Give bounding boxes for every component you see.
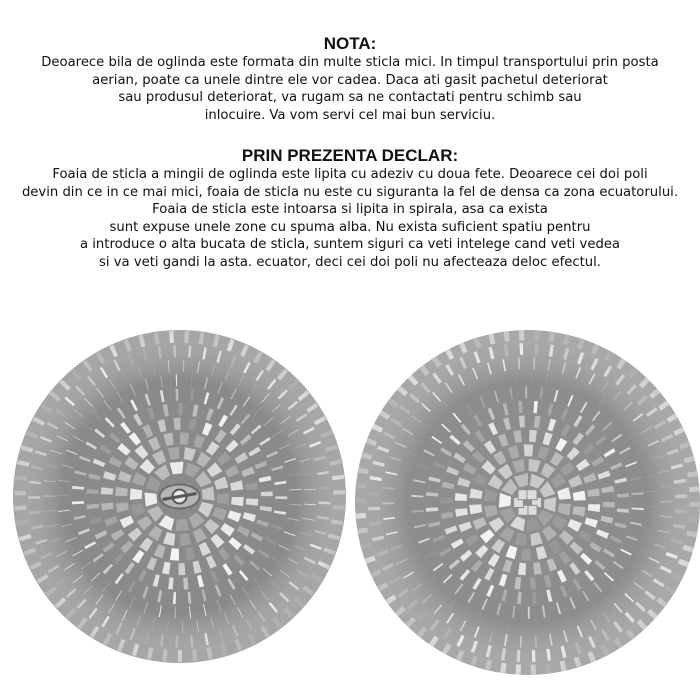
- nota-line: sau produsul deteriorat, va rugam sa ne contactati pentru schimb sau: [118, 90, 582, 106]
- declaration-line: Foaia de sticla a mingii de oglinda este lipita cu adeziv cu doua fete. Deoarece cei doi poli: [52, 167, 648, 182]
- nota-section: [0, 34, 700, 124]
- nota-line: aerian, poate ca unele dintre ele vor cadea. Daca ati gasit pachetul deteriorat: [92, 72, 608, 88]
- declaration-line: a introduce o alta bucata de sticla, suntem siguri ca veti intelege cand veti vedea: [79, 237, 621, 253]
- mirror-ball-bottom-icon: [355, 330, 700, 675]
- mirror-ball-bottom-image: [355, 330, 700, 675]
- nota-line: Deoarece bila de oglinda este formata din multe sticla mici. In timpul transportului prin posta: [41, 55, 659, 70]
- declaration-line: si va veti gandi la asta. ecuator, deci cei doi poli nu afecteaza deloc efectul.: [99, 254, 601, 270]
- mirror-ball-top-image: [13, 330, 346, 663]
- declaration-line: Foaia de sticla este intoarsa si lipita in spirala, asa ca exista: [152, 202, 548, 218]
- nota-line: inlocuire. Va vom servi cel mai bun serviciu.: [204, 107, 496, 123]
- mirror-ball-top-with-hook-icon: [13, 330, 346, 663]
- declaration-title: PRIN PREZENTA DECLAR:: [241, 146, 459, 165]
- declaration-line: sunt expuse unele zone cu spuma alba. Nu exista suficient spatiu pentru: [109, 219, 591, 235]
- nota-title: NOTA:: [323, 34, 377, 53]
- declaration-line: devin din ce in ce mai mici, foaia de sticla nu este cu siguranta la fel de densa ca zona ecuatorului.: [21, 184, 679, 200]
- declaration-section: [0, 146, 700, 272]
